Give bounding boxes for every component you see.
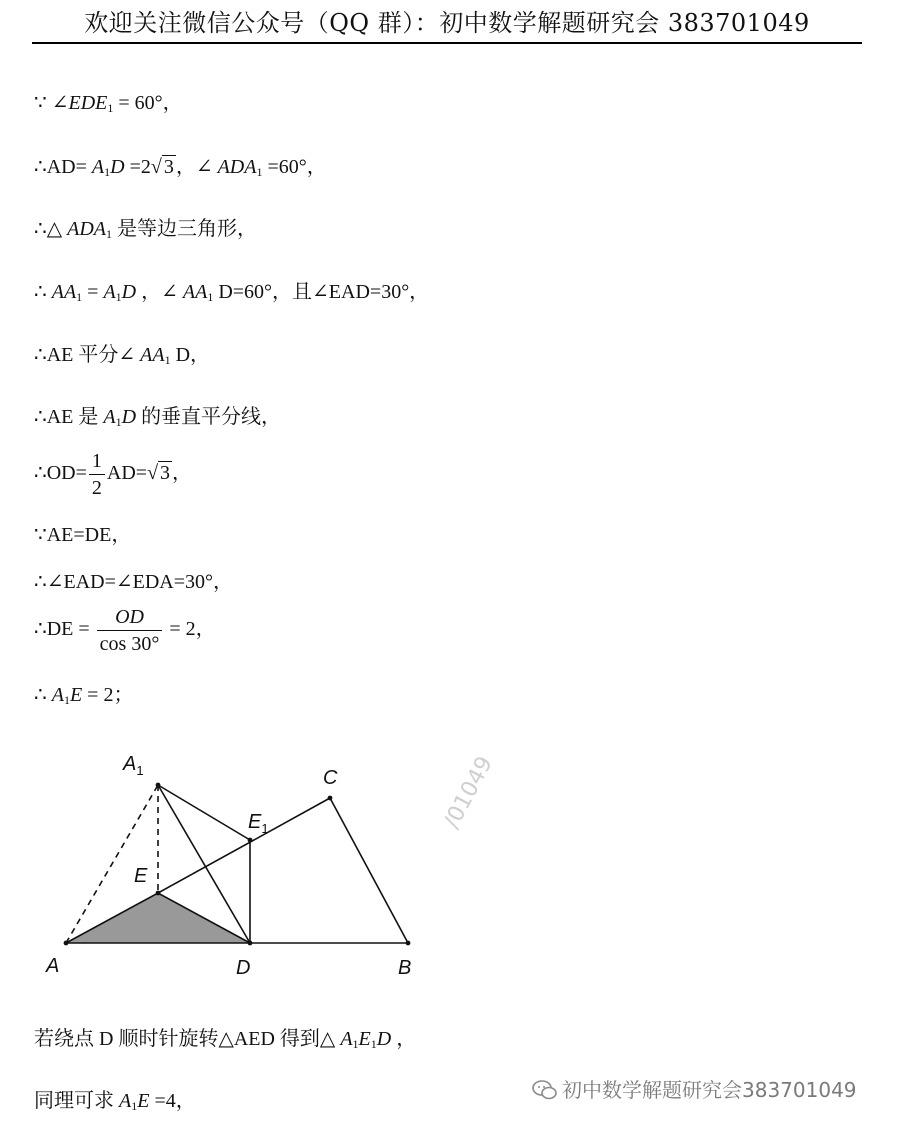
geometry-figure bbox=[30, 740, 430, 985]
proof-line-8: ∵AE=DE， bbox=[34, 524, 132, 546]
proof-line-1: ∵ $\angle EDE_1 = 60^\circ$， bbox=[34, 92, 183, 115]
point-c bbox=[328, 796, 333, 801]
label-d: D bbox=[236, 957, 251, 979]
proof-line-9: ∴∠EAD=∠EDA=30°， bbox=[34, 571, 234, 593]
proof-line-11: ∴ $A_1E = 2$； bbox=[34, 684, 134, 707]
watermark: /01049 bbox=[439, 752, 498, 833]
proof-line-13: 同理可求 $A_1E =4$， bbox=[34, 1090, 196, 1113]
proof-line-7: ∴OD= $\frac{1}{2}$ AD=√ 3 ， bbox=[34, 450, 193, 499]
page-header: 欢迎关注微信公众号（QQ 群）：初中数学解题研究会 383701049 bbox=[32, 0, 862, 44]
label-e: E bbox=[134, 865, 148, 887]
point-e bbox=[156, 891, 161, 896]
point-b bbox=[406, 941, 411, 946]
fraction-one-half: $\frac{1}{2}$ bbox=[89, 448, 105, 501]
proof-line-6: ∴AE 是 $A_1D$ 的垂直平分线， bbox=[34, 406, 282, 429]
point-e1 bbox=[248, 838, 253, 843]
point-a bbox=[64, 941, 69, 946]
segment-b-c bbox=[330, 798, 408, 943]
proof-line-12: 若绕点 D 顺时针旋转△AED 得到△ $A_1E_1D$ ， bbox=[34, 1028, 417, 1051]
label-e1: $E_1$ bbox=[248, 811, 269, 836]
label-a1: $A_1$ bbox=[123, 753, 144, 778]
proof-line-4: ∴ $AA_1 = A_1D$ ，∠ $AA_1$ D=60°，且∠EAD=30°， bbox=[34, 281, 430, 304]
proof-line-3: ∴△ $ADA_1$ 是等边三角形， bbox=[34, 218, 257, 241]
proof-line-5: ∴AE 平分∠ $AA_1$ D， bbox=[34, 344, 211, 367]
segment-e-c bbox=[158, 798, 330, 893]
wechat-icon bbox=[532, 1079, 558, 1101]
point-a1 bbox=[156, 783, 161, 788]
point-d bbox=[248, 941, 253, 946]
sqrt-3: √ 3 bbox=[150, 156, 174, 178]
label-a: A bbox=[46, 955, 60, 977]
proof-line-10: ∴DE = $\frac{OD}{\cos 30^\circ}$ = 2， bbox=[34, 606, 216, 655]
proof-line-2: ∴AD= $A_1D =2√$ 3 ，∠ $ADA_1 =60^\circ$， bbox=[34, 156, 327, 179]
label-c: C bbox=[323, 767, 338, 789]
footer-brand: 初中数学解题研究会383701049 bbox=[532, 1074, 857, 1103]
shaded-triangle-aed bbox=[66, 893, 250, 943]
fraction-od-cos30: $\frac{OD}{\cos 30^\circ}$ bbox=[97, 604, 163, 657]
sqrt-3: √ 3 bbox=[147, 462, 171, 485]
segment-a1-e1 bbox=[158, 785, 250, 840]
label-b: B bbox=[398, 957, 412, 979]
